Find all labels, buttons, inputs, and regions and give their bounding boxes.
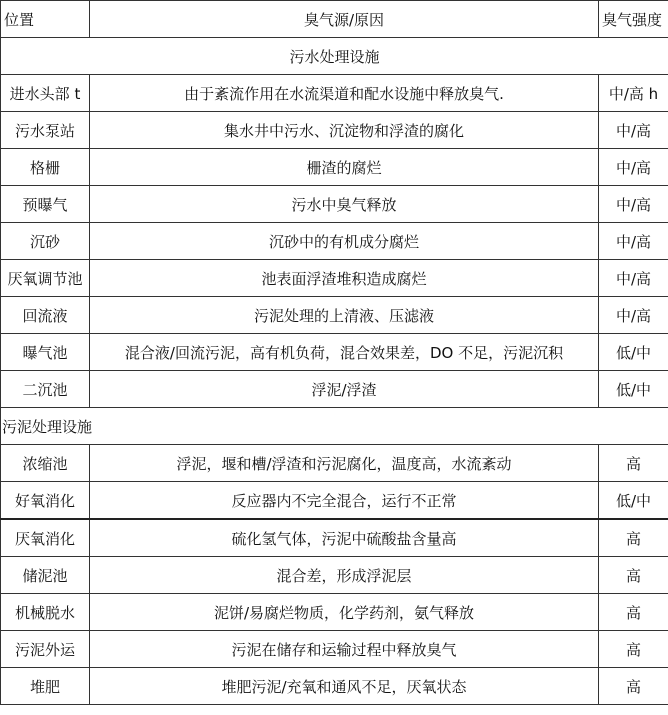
cell-location: 沉砂: [1, 223, 90, 260]
cell-location: 好氧消化: [1, 482, 90, 520]
table-row: [1, 75, 668, 112]
cell-intensity: 中/高: [599, 112, 668, 149]
cell-location: 回流液: [1, 297, 90, 334]
cell-intensity: 高: [599, 557, 668, 594]
cell-cause: 浮泥，堰和槽/浮渣和污泥腐化，温度高，水流紊动: [90, 445, 599, 482]
cell-cause: 沉砂中的有机成分腐烂: [90, 223, 599, 260]
cell-cause: 污泥在储存和运输过程中释放臭气: [90, 631, 599, 668]
cell-location: 进水头部 t: [1, 75, 90, 112]
table-row: [1, 445, 668, 482]
cell-location: 曝气池: [1, 334, 90, 371]
table-row: [1, 482, 668, 520]
header-intensity: 臭气强度: [599, 1, 668, 38]
cell-intensity: 中/高: [599, 223, 668, 260]
cell-intensity: 高: [599, 631, 668, 668]
cell-cause: 泥饼/易腐烂物质，化学药剂，氨气释放: [90, 594, 599, 631]
table-row: [1, 371, 668, 408]
cell-location: 污泥外运: [1, 631, 90, 668]
cell-intensity: 中/高: [599, 297, 668, 334]
cell-location: 机械脱水: [1, 594, 90, 631]
cell-intensity: 中/高: [599, 186, 668, 223]
cell-location: 堆肥: [1, 668, 90, 705]
section-title: 污泥处理设施: [1, 408, 668, 445]
cell-cause: 由于紊流作用在水流渠道和配水设施中释放臭气.: [90, 75, 599, 112]
cell-intensity: 低/中: [599, 482, 668, 520]
table-row: [1, 297, 668, 334]
cell-cause: 反应器内不完全混合，运行不正常: [90, 482, 599, 520]
header-location: 位置: [1, 1, 90, 38]
cell-location: 厌氧消化: [1, 519, 90, 557]
cell-location: 污水泵站: [1, 112, 90, 149]
table-body: [1, 38, 668, 705]
section-row: [1, 408, 668, 445]
table-row: [1, 334, 668, 371]
cell-cause: 浮泥/浮渣: [90, 371, 599, 408]
header-source: 臭气源/原因: [90, 1, 599, 38]
table-row: [1, 149, 668, 186]
cell-location: 储泥池: [1, 557, 90, 594]
table-row: [1, 557, 668, 594]
cell-intensity: 高: [599, 445, 668, 482]
cell-location: 厌氧调节池: [1, 260, 90, 297]
cell-location: 浓缩池: [1, 445, 90, 482]
header-row: [1, 1, 668, 38]
cell-intensity: 高: [599, 519, 668, 557]
cell-cause: 混合差，形成浮泥层: [90, 557, 599, 594]
cell-cause: 池表面浮渣堆积造成腐烂: [90, 260, 599, 297]
cell-cause: 堆肥污泥/充氧和通风不足，厌氧状态: [90, 668, 599, 705]
cell-cause: 硫化氢气体，污泥中硫酸盐含量高: [90, 519, 599, 557]
table-row: [1, 668, 668, 705]
cell-cause: 混合液/回流污泥，高有机负荷，混合效果差，DO 不足，污泥沉积: [90, 334, 599, 371]
table-row: [1, 223, 668, 260]
cell-cause: 栅渣的腐烂: [90, 149, 599, 186]
cell-intensity: 低/中: [599, 334, 668, 371]
cell-intensity: 中/高: [599, 149, 668, 186]
table-row: [1, 186, 668, 223]
cell-intensity: 中/高 h: [599, 75, 668, 112]
cell-intensity: 高: [599, 594, 668, 631]
table-row: [1, 631, 668, 668]
cell-location: 预曝气: [1, 186, 90, 223]
table-row: [1, 112, 668, 149]
table-row: [1, 519, 668, 557]
table-row: [1, 260, 668, 297]
cell-cause: 集水井中污水、沉淀物和浮渣的腐化: [90, 112, 599, 149]
cell-location: 格栅: [1, 149, 90, 186]
table-row: [1, 594, 668, 631]
cell-intensity: 低/中: [599, 371, 668, 408]
section-title: 污水处理设施: [1, 38, 668, 75]
cell-cause: 污水中臭气释放: [90, 186, 599, 223]
cell-intensity: 高: [599, 668, 668, 705]
cell-intensity: 中/高: [599, 260, 668, 297]
cell-cause: 污泥处理的上清液、压滤液: [90, 297, 599, 334]
section-row: [1, 38, 668, 75]
cell-location: 二沉池: [1, 371, 90, 408]
